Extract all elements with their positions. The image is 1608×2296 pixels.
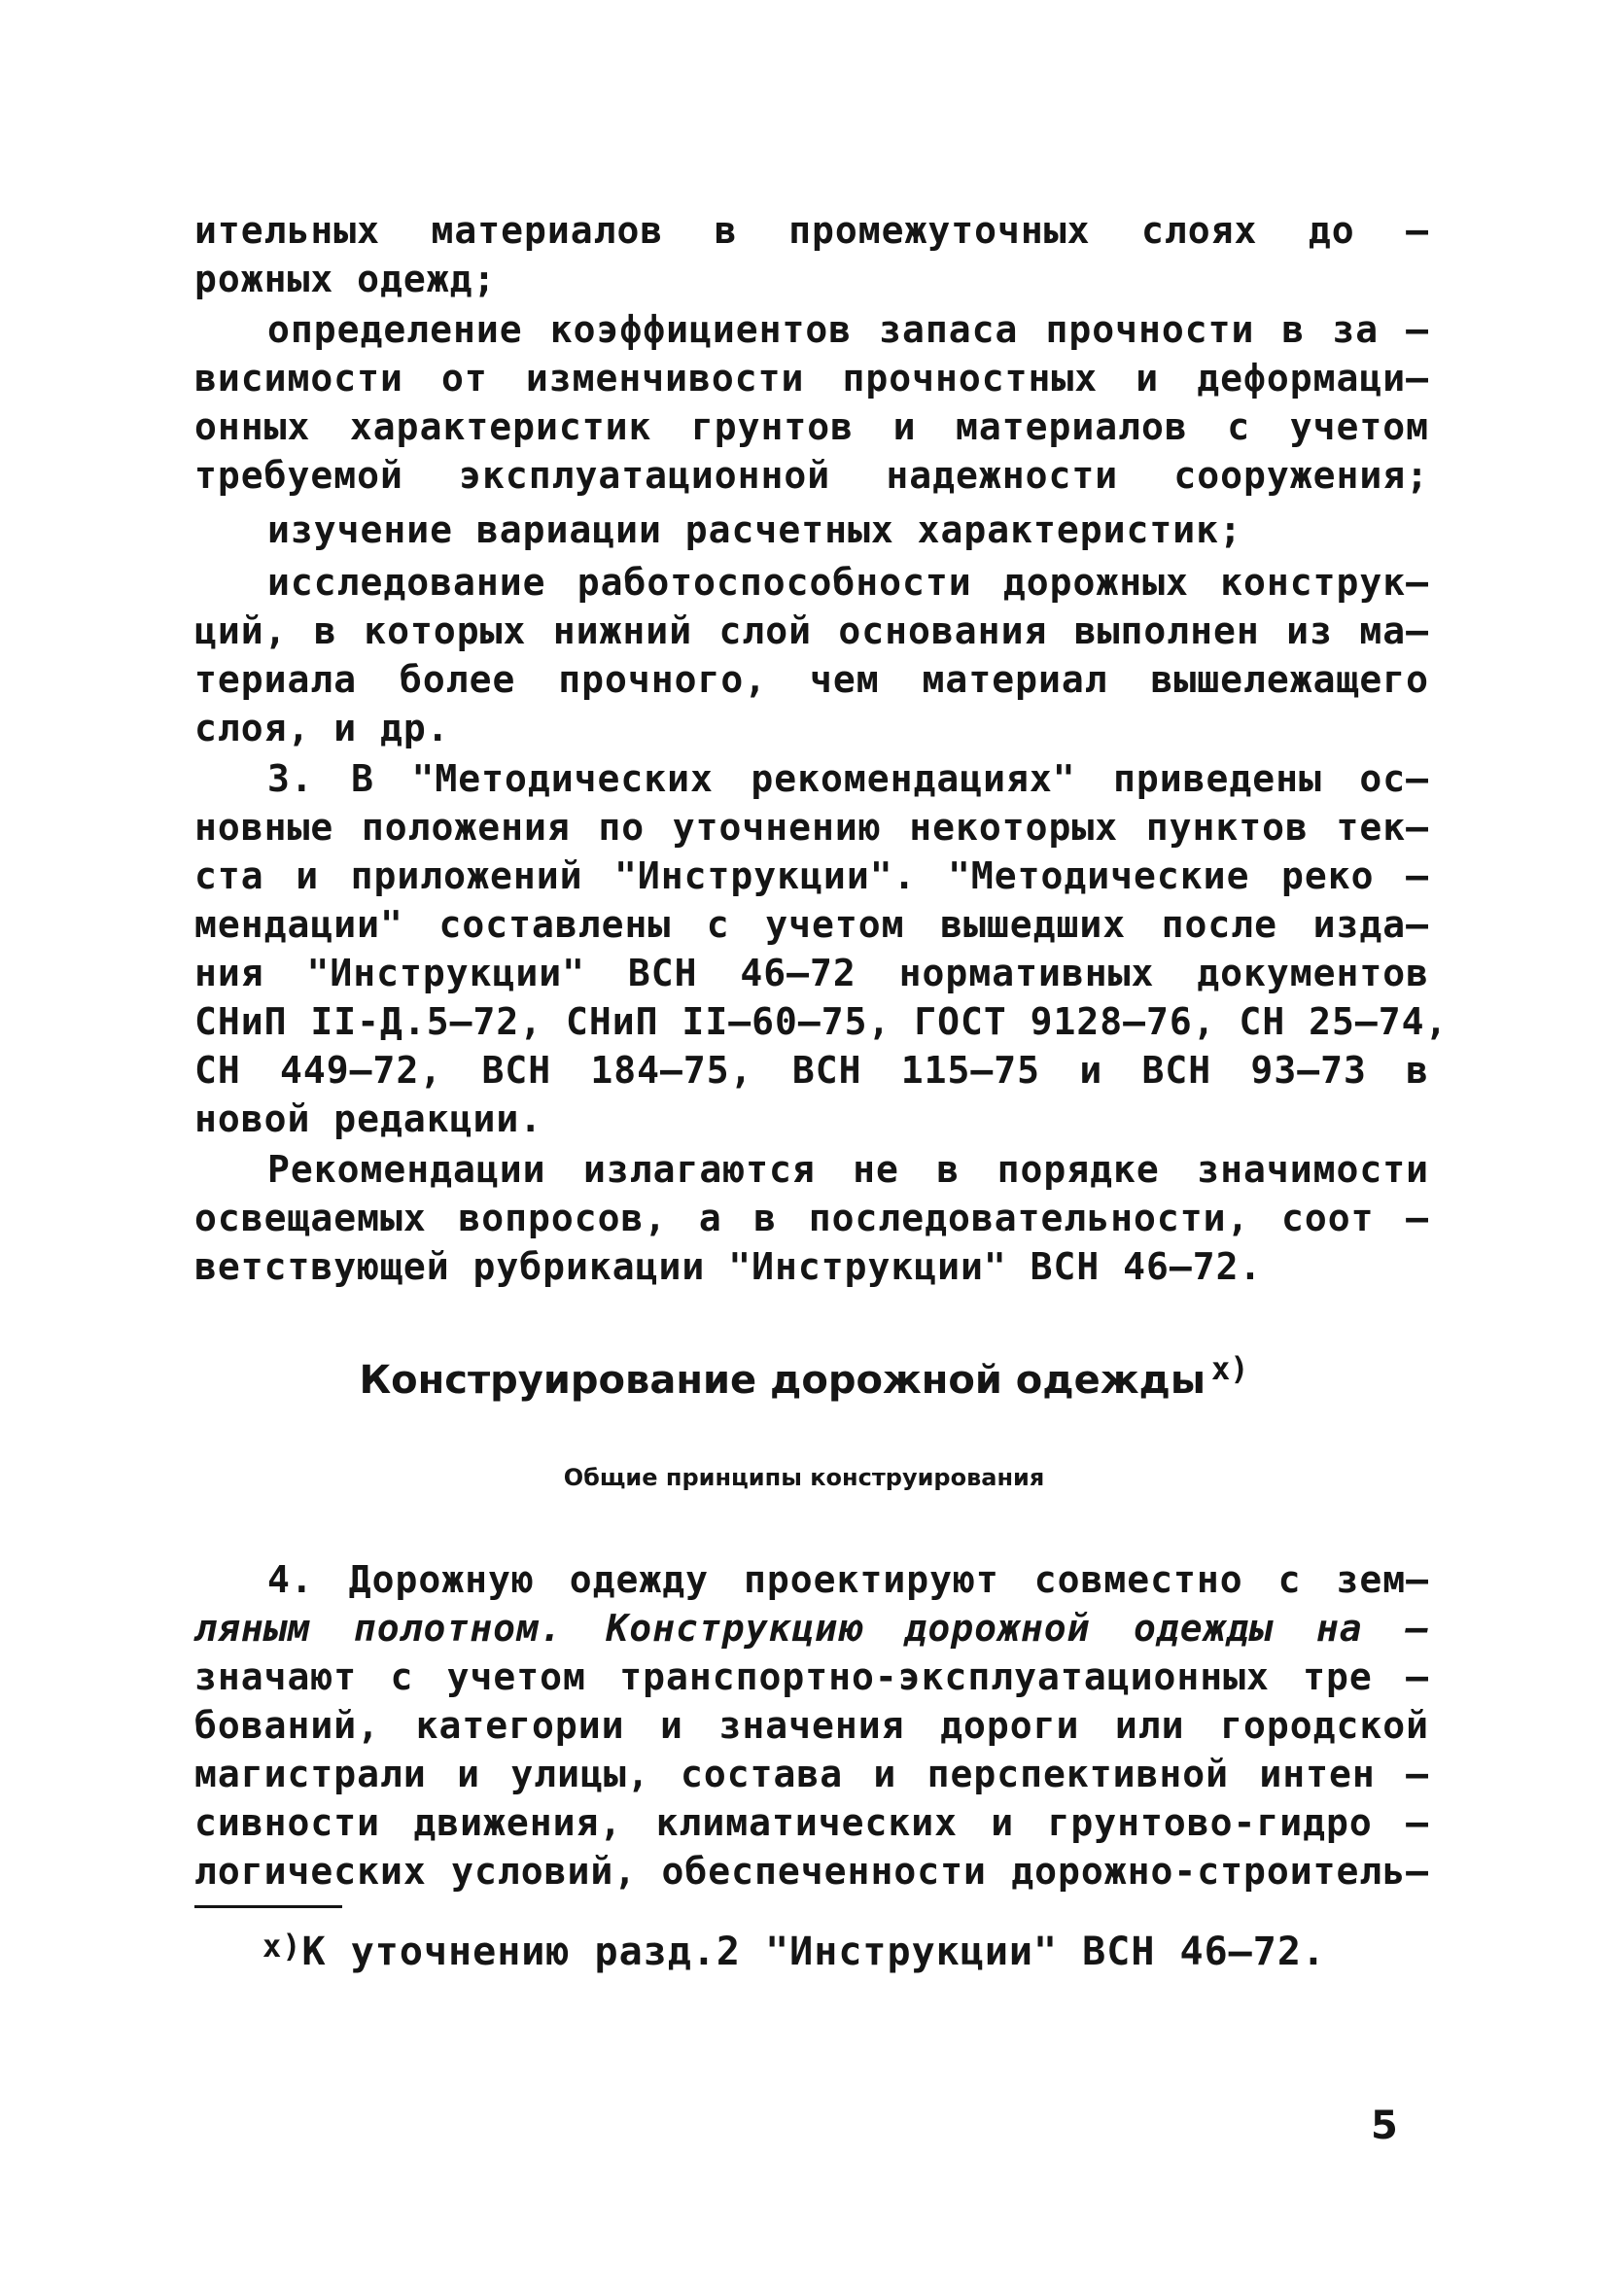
text-line: определение коэффициентов запаса прочности в за – — [267, 308, 1429, 351]
text-line: СНиП II-Д.5–72, СНиП II–60–75, ГОСТ 9128–76, СН 25–74, — [194, 1000, 1449, 1043]
text-line: 3. В "Методических рекомендациях" приведены ос– — [267, 757, 1429, 800]
text-line: бований, категории и значения дороги или городской — [194, 1704, 1429, 1747]
text-line: ния "Инструкции" ВСН 46–72 нормативных документов — [194, 952, 1429, 994]
footnote — [262, 1921, 1326, 1977]
text-line: освещаемых вопросов, а в последовательности, соот – — [194, 1197, 1429, 1239]
text-line: значают с учетом транспортно-эксплуатационных тре – — [194, 1655, 1429, 1698]
text-line: мендации" составлены с учетом вышедших после изда– — [194, 903, 1429, 946]
text-line: слоя, и др. — [194, 707, 450, 749]
text-line: висимости от изменчивости прочностных и деформаци– — [194, 357, 1429, 400]
page-number: 5 — [1371, 2104, 1398, 2148]
text-line: логических условий, обеспеченности дорожно-строитель– — [194, 1850, 1429, 1893]
text-line: новные положения по уточнению некоторых пунктов тек– — [194, 806, 1429, 849]
text-line: Рекомендации излагаются не в порядке значимости — [267, 1148, 1429, 1191]
section-title-text: Конструирование дорожной одежды — [359, 1358, 1206, 1403]
footnote-mark: x) — [262, 1928, 302, 1965]
text-line: магистрали и улицы, состава и перспективной интен – — [194, 1753, 1429, 1795]
footnote-reference: x) — [1211, 1350, 1249, 1387]
text-line: онных характеристик грунтов и материалов с учетом — [194, 405, 1429, 448]
section-title — [0, 1339, 1608, 1409]
text-line: ительных материалов в промежуточных слоях до – — [194, 209, 1429, 252]
text-line: изучение вариации расчетных характеристик; — [267, 508, 1242, 551]
text-line: ляным полотном. Конструкцию дорожной одежды на – — [194, 1607, 1429, 1650]
text-line: исследование работоспособности дорожных конструк– — [267, 561, 1429, 604]
subsection-title: Общие принципы конструирования — [563, 1464, 1045, 1491]
text-line: ста и приложений "Инструкции". "Методические реко – — [194, 854, 1429, 897]
text-line: ций, в которых нижний слой основания выполнен из ма– — [194, 609, 1429, 652]
text-line: ветствующей рубрикации "Инструкции" ВСН 46–72. — [194, 1245, 1263, 1288]
text-line: териала более прочного, чем материал вышележащего — [194, 658, 1429, 701]
text-line: новой редакции. — [194, 1097, 543, 1140]
text-line: 4. Дорожную одежду проектируют совместно с зем– — [267, 1558, 1429, 1601]
text-line: СН 449–72, ВСН 184–75, ВСН 115–75 и ВСН 93–73 в — [194, 1049, 1429, 1092]
text-line: требуемой эксплуатационной надежности сооружения; — [194, 454, 1429, 497]
text-line: рожных одежд; — [194, 258, 497, 300]
footnote-text: К уточнению разд.2 "Инструкции" ВСН 46–72. — [301, 1930, 1326, 1974]
text-line: сивности движения, климатических и грунтово-гидро – — [194, 1801, 1429, 1844]
footnote-divider — [194, 1905, 342, 1908]
